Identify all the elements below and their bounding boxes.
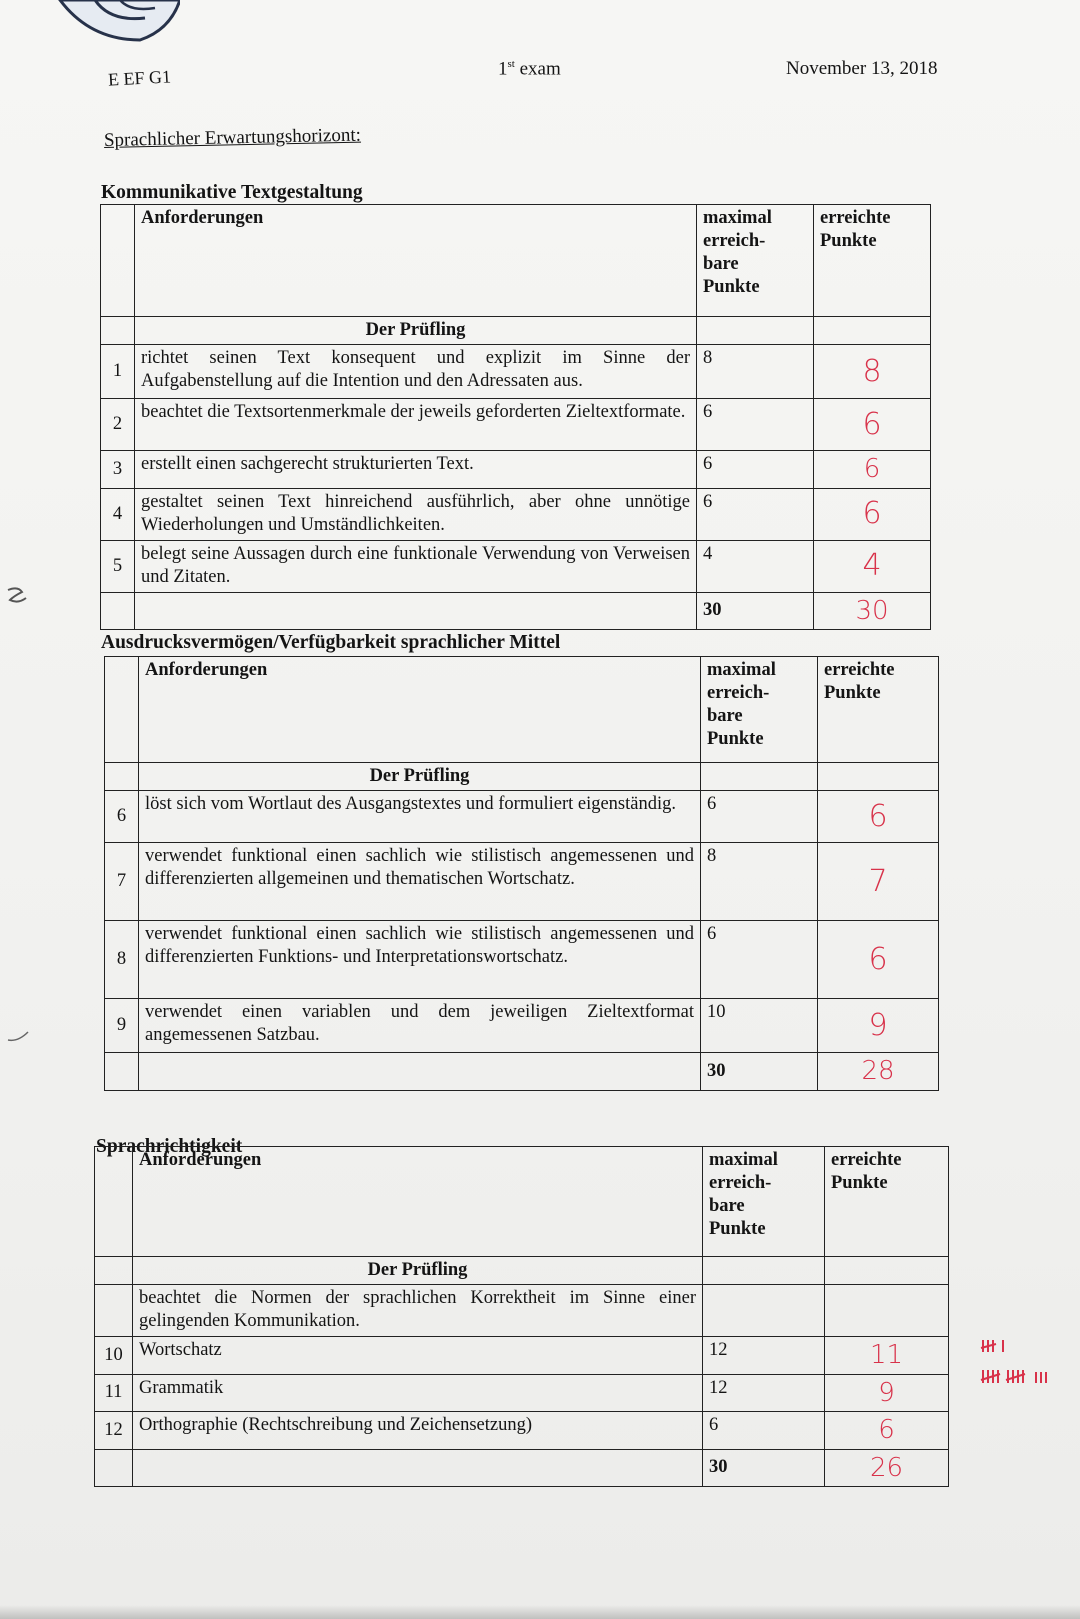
tally-mark-icon — [980, 1338, 1010, 1354]
section-title: Kommunikative Textgestaltung — [101, 182, 363, 203]
row-number: 5 — [101, 540, 135, 592]
table-row — [95, 1337, 949, 1375]
requirements-header: Anforderungen — [133, 1147, 703, 1257]
requirements-header: Anforderungen — [139, 657, 701, 763]
exam-date: November 13, 2018 — [786, 58, 938, 79]
margin-scribble-icon — [4, 584, 32, 610]
row-number: 2 — [101, 399, 135, 451]
row-text: Grammatik — [133, 1374, 703, 1412]
row-number: 12 — [95, 1412, 133, 1450]
achieved-points-header: erreichte Punkte — [825, 1147, 949, 1257]
table-row — [105, 843, 939, 921]
max-total: 30 — [697, 592, 814, 630]
row-text: beachtet die Textsortenmerkmale der jeweils geforderten Zieltextformate. — [135, 399, 697, 451]
achieved-points: 8 — [862, 353, 882, 389]
max-points: 6 — [703, 1412, 825, 1450]
row-number: 6 — [105, 791, 139, 843]
achieved-total: 26 — [869, 1452, 904, 1483]
grading-table — [104, 656, 939, 1091]
table-row — [105, 999, 939, 1053]
row-number: 9 — [105, 999, 139, 1053]
max-points: 12 — [703, 1337, 825, 1375]
total-row — [105, 1053, 939, 1091]
section-title: Sprachrichtigkeit — [96, 1136, 243, 1157]
max-points: 8 — [697, 345, 814, 399]
margin-tick-icon — [6, 1030, 30, 1042]
max-points: 8 — [701, 843, 818, 921]
grading-table — [94, 1146, 949, 1487]
achieved-total: 30 — [855, 595, 889, 626]
max-points: 6 — [697, 488, 814, 540]
row-number: 10 — [95, 1337, 133, 1375]
grading-table — [100, 204, 931, 630]
row-number: 3 — [101, 451, 135, 489]
bottom-edge-shadow — [0, 1605, 1080, 1619]
achieved-total: 28 — [861, 1056, 895, 1087]
achieved-points-header: erreichte Punkte — [818, 657, 939, 763]
row-text: Orthographie (Rechtschreibung und Zeichensetzung) — [133, 1412, 703, 1450]
table-row — [101, 345, 931, 399]
total-row — [95, 1449, 949, 1487]
max-points-header: maximal erreich- bare Punkte — [703, 1147, 825, 1257]
achieved-points: 4 — [862, 548, 882, 584]
table-row — [95, 1412, 949, 1450]
achieved-points: 6 — [862, 406, 882, 442]
row-text: verwendet funktional einen sachlich wie stilistisch angemessenen und differenzierten allgemeinen und thematischen Wortschatz. — [139, 843, 701, 921]
max-points: 4 — [697, 540, 814, 592]
subject-label: Der Prüfling — [133, 1257, 703, 1285]
max-total: 30 — [701, 1053, 818, 1091]
achieved-points: 6 — [868, 798, 888, 834]
subject-label: Der Prüfling — [139, 763, 701, 791]
row-text: verwendet funktional einen sachlich wie stilistisch angemessenen und differenzierten Funktions- und Interpretationswortschatz. — [139, 921, 701, 999]
table-row — [105, 791, 939, 843]
achieved-points: 9 — [878, 1377, 895, 1408]
row-number: 4 — [101, 488, 135, 540]
row-text: richtet seinen Text konsequent und explizit im Sinne der Aufgabenstellung auf die Intention und den Adressaten aus. — [135, 345, 697, 399]
achieved-points: 6 — [868, 941, 888, 977]
achieved-points: 9 — [868, 1007, 888, 1043]
requirements-header: Anforderungen — [135, 205, 697, 317]
corner-ornament-icon — [50, 0, 180, 50]
max-points: 6 — [697, 451, 814, 489]
achieved-points: 6 — [878, 1415, 895, 1446]
max-points-header: maximal erreich- bare Punkte — [701, 657, 818, 763]
achieved-points-header: erreichte Punkte — [814, 205, 931, 317]
row-text: gestaltet seinen Text hinreichend ausführlich, aber ohne unnötige Wiederholungen und Umständlichkeiten. — [135, 488, 697, 540]
row-text: verwendet einen variablen und dem jeweiligen Zieltextformat angemessenen Satzbau. — [139, 999, 701, 1053]
table-row — [101, 540, 931, 592]
max-points-header: maximal erreich- bare Punkte — [697, 205, 814, 317]
total-row — [101, 592, 931, 630]
max-points: 6 — [697, 399, 814, 451]
section-title: Ausdrucksvermögen/Verfügbarkeit sprachlicher Mittel — [101, 632, 561, 653]
table-row — [101, 451, 931, 489]
table-row — [101, 399, 931, 451]
row-text: löst sich vom Wortlaut des Ausgangstextes und formuliert eigenständig. — [139, 791, 701, 843]
achieved-points: 7 — [868, 863, 888, 899]
max-points: 6 — [701, 791, 818, 843]
page-subtitle: Sprachlicher Erwartungshorizont: — [103, 124, 362, 151]
max-points: 12 — [703, 1374, 825, 1412]
max-points: 6 — [701, 921, 818, 999]
row-text: belegt seine Aussagen durch eine funktionale Verwendung von Verweisen und Zitaten. — [135, 540, 697, 592]
table-row — [101, 488, 931, 540]
row-number: 1 — [101, 345, 135, 399]
intro-text: beachtet die Normen der sprachlichen Korrektheit im Sinne einer gelingenden Kommunikation. — [133, 1285, 703, 1337]
row-number: 11 — [95, 1374, 133, 1412]
tally-mark-icon — [980, 1368, 1060, 1386]
row-text: erstellt einen sachgerecht strukturierten Text. — [135, 451, 697, 489]
table-row — [105, 921, 939, 999]
row-number: 7 — [105, 843, 139, 921]
max-points: 10 — [701, 999, 818, 1053]
achieved-points: 11 — [869, 1340, 904, 1371]
class-label: E EF G1 — [107, 66, 172, 90]
row-number: 8 — [105, 921, 139, 999]
row-text: Wortschatz — [133, 1337, 703, 1375]
max-total: 30 — [703, 1449, 825, 1487]
achieved-points: 6 — [862, 496, 882, 532]
exam-label: 1st exam — [498, 58, 561, 80]
subject-label: Der Prüfling — [135, 317, 697, 345]
achieved-points: 6 — [863, 454, 881, 485]
table-row — [95, 1374, 949, 1412]
